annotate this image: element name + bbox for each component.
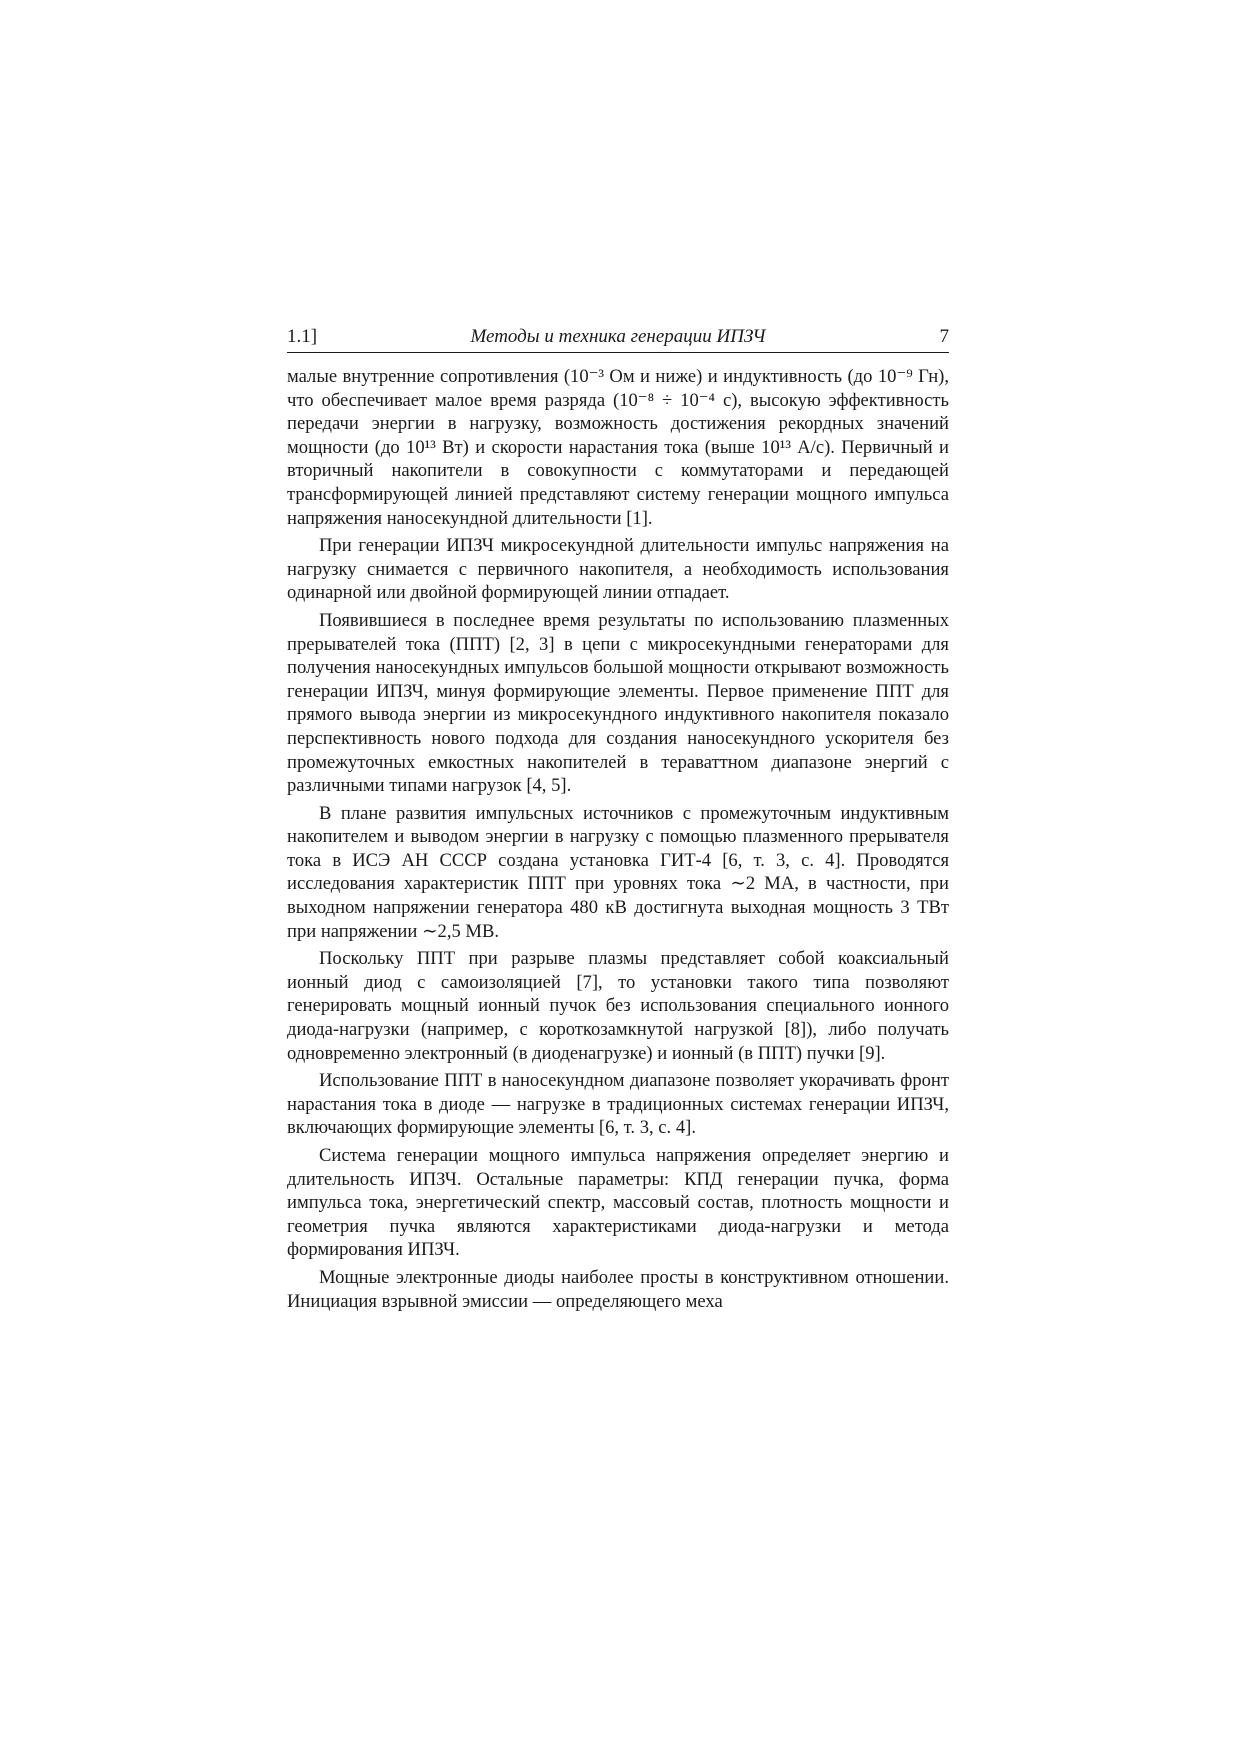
paragraph-8: Мощные электронные диоды наиболее просты в конструктивном отношении. Инициация взрывной эмиссии — определяющего меха: [287, 1266, 949, 1312]
body-text: [287, 365, 949, 1313]
page-number: 7: [939, 326, 949, 347]
book-page: [287, 326, 949, 1317]
paragraph-2: При генерации ИПЗЧ микросекундной длительности импульс напряжения на нагрузку снимается с первичного накопителя, а необходимость использования одинарной или двойной формирующей линии отпадает.: [287, 535, 949, 604]
paragraph-7: Система генерации мощного импульса напряжения определяет энергию и длительность ИПЗЧ. Остальные параметры: КПД генерации пучка, форма импульса тока, энергетический спектр, массовый состав, плотность мощности и геометрия пучка являются характеристиками диода-нагрузки и метода формирования ИПЗЧ.: [287, 1145, 949, 1261]
paragraph-6: Использование ППТ в наносекундном диапазоне позволяет укорачивать фронт нарастания тока в диоде — нагрузке в традиционных системах генерации ИПЗЧ, включающих формирующие элементы [6, т. 3, с. 4].: [287, 1070, 949, 1139]
paragraph-4: В плане развития импульсных источников с промежуточным индуктивным накопителем и выводом энергии в нагрузку с помощью плазменного прерывателя тока в ИСЭ АН СССР создана установка ГИТ-4 [6, т. 3, с. 4]. Проводятся исследования характеристик ППТ при уровнях тока ∼2 МА, в частности, при выходном напряжении генератора 480 кВ достигнута выходная мощность 3 ТВт при напряжении ∼2,5 МВ.: [287, 802, 949, 942]
section-number: 1.1]: [287, 326, 318, 347]
paragraph-3: Появившиеся в последнее время результаты по использованию плазменных прерывателей тока (ППТ) [2, 3] в цепи с микросекундными генераторами для получения наносекундных импульсов большой мощности открывают возможность генерации ИПЗЧ, минуя формирующие элементы. Первое применение ППТ для прямого вывода энергии из микросекундного индуктивного накопителя показало перспективность нового подхода для создания наносекундного ускорителя без промежуточных емкостных накопителей в тераваттном диапазоне энергий с различными типами нагрузок [4, 5].: [287, 609, 949, 797]
running-header: [287, 326, 949, 353]
paragraph-1: малые внутренние сопротивления (10⁻³ Ом и ниже) и индуктивность (до 10⁻⁹ Гн), что обеспечивает малое время разряда (10⁻⁸ ÷ 10⁻⁴ с), высокую эффективность передачи энергии в нагрузку, возможность достижения рекордных значений мощности (до 10¹³ Вт) и скорости нарастания тока (выше 10¹³ А/с). Первичный и вторичный накопители в совокупности с коммутаторами и передающей трансформирующей линией представляют систему генерации мощного импульса напряжения наносекундной длительности [1].: [287, 366, 949, 529]
running-title: Методы и техника генерации ИПЗЧ: [470, 326, 766, 347]
paragraph-5: Поскольку ППТ при разрыве плазмы представляет собой коаксиальный ионный диод с самоизоляцией [7], то установки такого типа позволяют генерировать мощный ионный пучок без использования специального ионного диода-нагрузки (например, с короткозамкнутой нагрузкой [8]), либо получать одновременно электронный (в диоденагрузке) и ионный (в ППТ) пучки [9].: [287, 948, 949, 1064]
